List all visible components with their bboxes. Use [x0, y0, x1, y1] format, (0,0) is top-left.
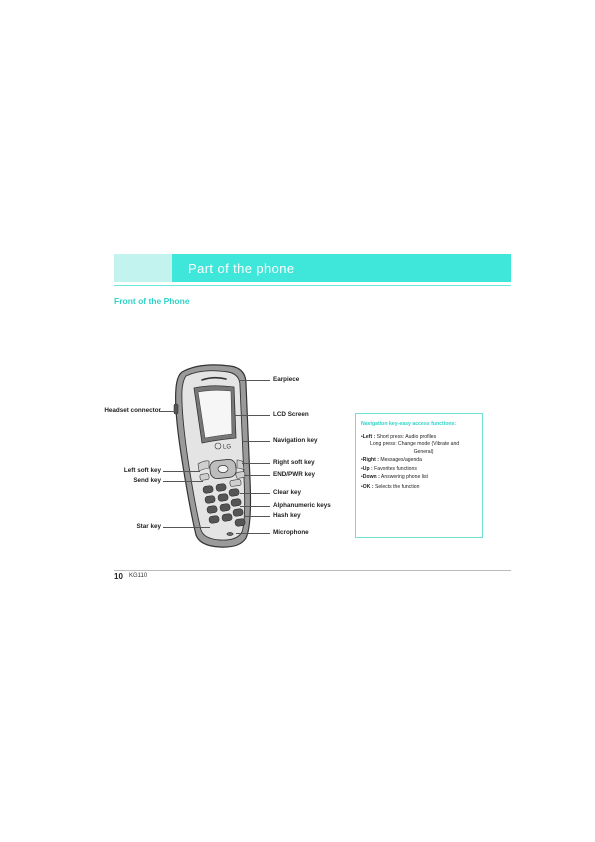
leader-right-soft: [242, 463, 270, 464]
model-name: KG110: [129, 573, 148, 579]
info-text: Answering phone list: [380, 473, 428, 480]
leader-end: [244, 475, 270, 476]
label-alphanumeric-keys: Alphanumeric keys: [273, 502, 331, 509]
leader-earpiece: [240, 380, 270, 381]
leader-star: [163, 527, 210, 528]
chapter-title: Part of the phone: [172, 254, 511, 282]
info-text-cont2: General): [413, 448, 434, 455]
label-earpiece: Earpiece: [273, 376, 300, 383]
label-right-soft-key: Right soft key: [273, 459, 315, 466]
info-item-left: [361, 434, 477, 456]
leader-send: [163, 481, 203, 482]
label-microphone: Microphone: [273, 529, 309, 536]
label-navigation-key: Navigation key: [273, 437, 318, 444]
header-left-block: [114, 254, 172, 282]
navigation-info-box: [355, 413, 483, 538]
info-key: Up :: [362, 465, 373, 472]
bullet: •: [361, 457, 363, 464]
label-hash-key: Hash key: [273, 512, 301, 519]
bullet: •: [361, 473, 363, 480]
bullet: •: [361, 465, 363, 472]
leader-hash: [244, 516, 270, 517]
info-text: Favorites functions: [374, 465, 417, 472]
phone-illustration: [160, 360, 280, 550]
bullet: •: [361, 434, 363, 440]
leader-navigation: [242, 441, 270, 442]
label-clear-key: Clear key: [273, 489, 302, 496]
info-item-down: [361, 474, 477, 481]
brand-logo-text: LG: [223, 444, 232, 451]
chapter-header: [114, 254, 511, 282]
info-item-ok: [361, 484, 477, 491]
label-send-key: Send key: [133, 477, 161, 484]
info-key: Left :: [362, 434, 376, 440]
label-lcd-screen: LCD Screen: [273, 411, 309, 418]
section-title: Front of the Phone: [114, 296, 190, 306]
leader-lcd: [235, 415, 270, 416]
info-item-right: [361, 457, 477, 464]
info-key: OK :: [362, 484, 374, 491]
leader-headset: [160, 411, 175, 412]
info-text: Short press: Audio profiles: [376, 434, 437, 440]
label-left-soft-key: Left soft key: [123, 467, 161, 474]
leader-microphone: [236, 533, 270, 534]
info-item-up: [361, 466, 477, 473]
info-text: Selects the function: [374, 484, 420, 491]
label-star-key: Star key: [136, 523, 161, 530]
label-headset-connector: Headset connector: [104, 407, 161, 414]
leader-alphanumeric: [240, 506, 270, 507]
page-number: 10: [114, 572, 123, 581]
info-text-cont: Long press: Change mode (Vibrate and: [370, 441, 460, 448]
header-divider: [114, 285, 511, 286]
info-key: Right :: [362, 457, 379, 464]
info-text: Messages/agenda: [380, 457, 422, 464]
leader-clear: [240, 493, 270, 494]
info-box-title: Navigation key-easy access functions:: [361, 421, 457, 427]
leader-left-soft: [163, 471, 200, 472]
phone-drawing: [160, 360, 280, 550]
footer-divider: [114, 570, 511, 571]
label-end-pwr-key: END/PWR key: [273, 471, 315, 478]
info-key: Down :: [362, 473, 380, 480]
bullet: •: [361, 484, 363, 491]
